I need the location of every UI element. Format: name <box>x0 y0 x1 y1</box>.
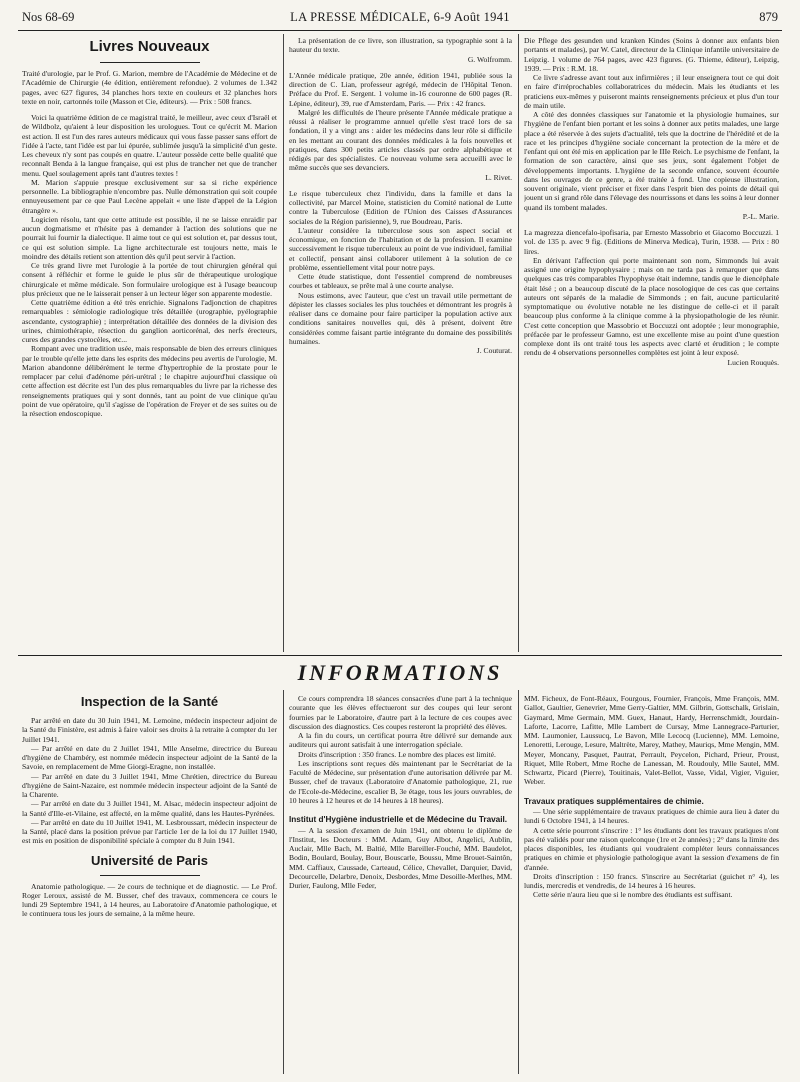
review-paragraph: Ce très grand livre met l'urologie à la portée de tout chirurgien général qui consent à réfléchir et forme le guide le plus sûr de thérapeutique urologique chirurgicale et même médicale. Son formulaire urologique est à l'usage beaucoup plus précieux que ne le laisserait penser à un lecteur léger son apparente modestie. <box>22 261 277 298</box>
diploma-names: MM. Ficheux, de Font-Réaux, Fourgous, Fournier, François, Mme François, MM. Gallot, Gaultier, Genevrier, Mme Gerry-Galtier, MM. Gilbrin, Gottschalk, Grislain, Gaymard, Mme Germain, MM. Guex, Hanaut, Hardy, Herrenschmidt, Jourdain-Laforte, Lacorre, Lafitte, Mlle Lambert de Cursay, Mme Lannegrace-Parturier, MM. Laumonier, Laussucq, Le Bavon, Mlle Lecocq (Lucienne), MM. Lemoine, Lenoretti, Lerouge, Lesure, Maltrète, Marey, Mathey, Mauriqs, Mme Mengin, MM. Meyer, Moncany, Pasquet, Pautrat, Perrault, Peycelon, Pichard, Prieur, Proust, Riquet, Mlle Robert, Mme Roche de Lanessan, M. Roudouly, Mlle Sautel, MM. Schwartz, Picard (Pierre), Touitinais, Valet-Bellot, Vasse, Vidal, Vigier, Viguier, Weber. <box>524 694 779 787</box>
review-paragraph: M. Marion s'appuie presque exclusivement sur sa si riche expérience personnelle. La bibliographie n'encombre pas. Nulle démonstration qui soit coupée ennuyeusement par ce que Paul Lecène appelait « une liste d'appel de la Légion étrangère ». <box>22 177 277 215</box>
review-paragraph: Voici la quatrième édition de ce magistral traité, le meilleur, avec ceux d'Israël et de Wildbolz, qu'aient à leur disposition les urologues. Tout ce qu'écrit M. Marion est action. Il est l'un des rares auteurs médicaux qui vous fasse passer sans effort de l'idée à l'acte, tant l'idée est par lui épurée, sublimée jusqu'à la simplicité d'un geste. Les cheveux n'y sont pas coupés en quatre. L'auteur possède cette belle qualité que reconnaît Benda à la langue française, qui est plus de trancher net que de trancher menu. Quel soulagement après tant d'autres textes ! <box>22 113 277 178</box>
review-heading-annee: L'Année médicale pratique, 20e année, édition 1941, publiée sous la direction de C. Lian, professeur agrégé, médecin de l'Hôpital Tenon. Préface du Prof. E. Sergent. 1 volume in-16 couronne de 600 pages (R. Lépine, éditeur), 39, rue d'Amsterdam, Paris. — Prix : 42 francs. <box>289 70 512 108</box>
column-divider <box>518 34 519 652</box>
info-paragraph: Par arrêté en date du 30 Juin 1941, M. Lemoine, médecin inspecteur adjoint de la Santé du Finistère, est admis à faire valoir ses droits à la retraite à compter du 1er Juillet 1941. <box>22 716 277 744</box>
header-rule <box>18 30 782 31</box>
title-underline <box>100 62 200 63</box>
running-header <box>18 6 782 28</box>
review-paragraph: Logicien résolu, tant que cette attitude est possible, il ne se laisse enraidir par aucun dogmatisme et n'hésite pas à demander à l'action des solutions que ne pourrait lui fournir la dialectique. Il aime tout ce qui est solution et, par dessus tout, ce qui est solution simple. La ligne architecturale est toujours nette, mais le moindre des détails retient son attention dès qu'il peut servir à l'action. <box>22 214 277 261</box>
section-title-livres: Livres Nouveaux <box>89 38 210 55</box>
section-title-universite: Université de Paris <box>90 852 209 868</box>
column-divider <box>283 690 284 1074</box>
informations-rule-top <box>18 655 782 656</box>
review-paragraph: En dérivant l'affection qui porte maintenant son nom, Simmonds lui avait assigné une origine hypophysaire ; mais on ne tarda pas à remarquer que dans quelques cas très comparables l'hypophyse était indemne, tandis que le diencéphale était lésé ; on a beaucoup discuté de la place nosologique de ces cas que certains auteurs ont séparés de la maladie de Simmonds ; en fait, aucune particularité symptomatique ou évolutive notable ne les distingue de celle-ci et il paraît beaucoup plus conforme à la clinique comme à la physiopathologie de les réunir. C'est cette conception que Massobrio et Boccuzzi ont adoptée ; leur monographie, préfacée par le professeur Gamno, est une excellente mise au point d'une question complexe dont ils ont traité tous les aspects avec clarté et érudition ; le compte rendu de 4 observations personnelles complètes est joint à leur exposé. <box>524 255 779 358</box>
info-paragraph: — Par arrêté en date du 2 Juillet 1941, Mlle Anselme, directrice du Bureau d'hygiène de Chambéry, est nommée médecin inspecteur adjoint de la Santé de la Savoie, en remplacement de Mme Giorgi-Eragne, non installée. <box>22 743 277 772</box>
info-paragraph-institut: — A la session d'examen de Juin 1941, ont obtenu le diplôme de l'Institut, les Docteurs : MM. Adam, Guy Albot, Angelici, Aublin, Auclair, Mlle Bach, M. Baltié, Mlle Bareiller-Fouché, MM. Baudelot, Bodin, Boulard, Boulay, Bour, Bouscarle, Boussu, Mme Brouet-Saintôn, MM. Caffiaux, Caussade, Carteaud, Célice, Chevallet, Darquier, David, Decourcelle, Delarbre, Denoix, Desbordes, Mme Desoille-Merlhes, MM. Durier, Faulong, Mlle Feder, <box>289 825 512 891</box>
review-paragraph: A côté des données classiques sur l'anatomie et la physiologie humaines, sur l'hygiène de l'enfant bien portant et les soins à donner aux petits malades, une large place a été réservée à des sujets d'actualité, tels que la doctrine de l'hérédité et de la race et les principes d'hygiène sociale concernant la protection de la mère et de l'enfant qui ont été mis en application par le IIIe Reich. Le psychisme de l'enfant, la formation de son caractère, ainsi que ses jeux, sont également l'objet de développements importants. L'hygiène de la seconde enfance, souvent écourtée dans les ouvrages de ce genre, a été traitée à fond. Une copieuse illustration, souvent originale, vient préciser et fixer dans l'esprit bien des points de détail qui jouent un si grand rôle dans l'élevage des nourrissons et dans les soins à leur donner quand ils tombent malades. <box>524 110 779 212</box>
info-paragraph: Droits d'inscription : 350 francs. Le nombre des places est limité. <box>298 749 496 759</box>
journal-title: LA PRESSE MÉDICALE, 6-9 Août 1941 <box>290 10 510 24</box>
review-paragraph: La présentation de ce livre, son illustration, sa typographie sont à la hauteur du texte. <box>289 36 512 55</box>
info-paragraph: — Par arrêté en date du 10 Juillet 1941, M. Lesbroussart, médecin inspecteur de la Santé, placé dans la position prévue par l'article 1er de la loi du 17 Juillet 1940, est mis en position de disponibilité spéciale à compter du 8 Juin 1941. <box>22 817 277 846</box>
column-divider <box>283 34 284 652</box>
info-paragraph: — Par arrêté en date du 3 Juillet 1941, Mme Chrétien, directrice du Bureau d'hygiène de Saint-Nazaire, est nommée médecin inspecteur adjoint de la Santé de la Charente. <box>22 771 277 799</box>
review-paragraph: Ce livre s'adresse avant tout aux infirmières ; il leur enseignera tout ce qui doit en faire d'irréprochables collaboratrices du médecin. Mais les étudiants et les praticiens eux-mêmes y puiseront maints renseignements précieux et plus d'un tour de main utile. <box>524 73 779 110</box>
reviews-column-1 <box>22 36 277 652</box>
informations-title: INFORMATIONS <box>297 660 503 685</box>
tp-heading: Travaux pratiques supplémentaires de chimie. <box>524 796 704 806</box>
issue-number: Nos 68-69 <box>22 10 75 24</box>
reviews-column-2 <box>289 36 512 652</box>
review-paragraph: Cette quatrième édition a été très enrichie. Signalons l'adjonction de chapitres remarquables : sémiologie radiologique très détaillée (urographie, pyélographie ascendante, cystographie) ; interprétation détaillée des données de la division des urines, chimiothérapie, résection du ganglion aorticorénal, des nerfs érecteurs, cures des grandes cystocèles, etc... <box>22 298 277 344</box>
title-underline <box>100 875 200 876</box>
info-paragraph: Droits d'inscription : 150 francs. S'inscrire au Secrétariat (guichet n° 4), les lundis, mercredis et vendredis, de 14 heures à 16 heures. <box>524 871 779 891</box>
review-signature: J. Couturat. <box>476 346 512 355</box>
informations-banner <box>18 660 782 686</box>
info-paragraph: Cette série n'aura lieu que si le nombre des étudiants est suffisant. <box>533 890 733 900</box>
review-signature: L. Rivet. <box>485 172 512 182</box>
info-paragraph: Les inscriptions sont reçues dès maintenant par le Secrétariat de la Faculté de Médecine, sur présentation d'une autorisation délivrée par M. Busser, chef de travaux (Laboratoire d'Anatomie pathologique, 21, rue de l'Ecole-de-Médecine, escalier B, 3e étage, tous les jours ouvrables, de 10 heures à 12 heures et de 14 heures à 18 heures). <box>289 758 512 805</box>
info-paragraph: Ce cours comprendra 18 séances consacrées d'une part à la technique courante que les élèves effectueront sur des coupes qui leur seront fournies par le Laboratoire, d'autre part à la lecture de ces coupes avec discussion des diagnostics. Ces coupes resteront la propriété des élèves. <box>289 694 512 731</box>
review-paragraph: Rompant avec une tradition usée, mais responsable de bien des erreurs cliniques par le trouble qu'elle jette dans les esprits des médecins peu avertis de l'urologie, M. Marion abandonne délibérément le terme d'hypertrophie de la prostate pour le remplacer par celui d'adénome péri-urétral ; le chapitre aujourd'hui classique où cette affection est décrite est l'un des plus remarquables du livre par la richesse des renseignements pratiques qui y sont donnés, tant au point de vue clinique qu'au point de vue opératoire, qu'il s'agisse de l'opération de Freyer et de ses suites ou de la résection endoscopique. <box>22 344 277 418</box>
review-heading-risque: Le risque tuberculeux chez l'individu, dans la famille et dans la collectivité, par Marcel Moine, statisticien du Comité national de Lutte contre la Tuberculose (Edition de l'Union des Caisses d'Assurances sociales de la Région parisienne), 9, rue Boudreau, Paris. <box>289 188 512 226</box>
column-divider <box>518 690 519 1074</box>
info-column-3 <box>524 694 779 1076</box>
reviews-column-3 <box>524 36 779 652</box>
review-paragraph: Malgré les difficultés de l'heure présente l'Année médicale pratique a réussi à réaliser le programme annuel qu'elle s'est tracé lors de sa fondation, il y a vingt ans : aider les médecins dans leur rôle si difficile en les mettant au courant des données médicales à la fois nouvelles et pratiques, dans 300 petits articles classés par ordre alphabétique et rédigés par des spécialistes. Ce nouveau volume sera accueilli avec le même succès que ses devanciers. <box>289 107 512 173</box>
info-column-2 <box>289 694 512 1076</box>
info-paragraph: — Par arrêté en date du 3 Juillet 1941, M. Alsac, médecin inspecteur adjoint de la Santé d'Ille-et-Vilaine, est affecté, en la même qualité, dans les Hautes-Pyrénées. <box>22 799 277 818</box>
review-heading-pflege: Die Pflege des gesunden und kranken Kindes (Soins à donner aux enfants bien portants et malades), par W. Catel, directeur de la Clinique infantile universitaire de Leipzig. 1 volume de 764 pages, avec 423 figures. (G. Thieme, éditeur), Leipzig, 1939. — Prix : R.M. 18. <box>524 36 779 73</box>
info-column-1 <box>22 694 277 1076</box>
info-paragraph: — Une série supplémentaire de travaux pratiques de chimie aura lieu à dater du lundi 6 Octobre 1941, à 14 heures. <box>524 807 779 826</box>
page-number: 879 <box>759 10 778 24</box>
review-signature: Lucien Rouquès. <box>727 357 779 367</box>
review-paragraph: Cette étude statistique, dont l'essentiel comprend de nombreuses courbes et tableaux, se prête mal à une courte analyse. <box>289 272 512 291</box>
review-heading-magrezza: La magrezza diencefalo-ipofisaria, par Ernesto Massobrio et Giacomo Boccuzzi. 1 vol. de 135 p. avec 9 fig. (Editions de Minerva Medica), Turin, 1938. — Prix : 80 lires. <box>524 228 779 256</box>
review-paragraph: Nous estimons, avec l'auteur, que c'est un travail utile permettant de dépister les classes sociales les plus touchées et démontrant les progrès à réaliser dans ce domaine pour faire participer la population active aux conditions sanitaires nouvelles qui, dès à présent, doivent être considérées comme faisant partie intégrante du domaine des possibilités humaines. <box>289 290 512 346</box>
section-title-inspection: Inspection de la Santé <box>80 694 219 709</box>
review-signature: P.-L. Marie. <box>742 211 779 221</box>
info-paragraph: A la fin du cours, un certificat pourra être délivré sur demande aux auditeurs qui auront satisfait à une interrogation spéciale. <box>289 731 512 750</box>
info-paragraph: A cette série pourront s'inscrire : 1° les étudiants dont les travaux pratiques n'ont pas été validés pour une raison quelconque (1re et 2e années) ; 2° dans la limite des places disponibles, les étudiants qui voudraient compléter leurs connaissances pratiques en chimie et physiologie pathologique avant la session d'examens de fin d'année. <box>524 825 779 872</box>
info-paragraph-anatomie: Anatomie pathologique. — 2e cours de technique et de diagnostic. — Le Prof. Roger Leroux, assisté de M. Busser, chef des travaux, commencera ce cours le lundi 29 Septembre 1941, à 14 heures, au Laboratoire d'Anatomie pathologique, et le continuera tous les jours de semaine, à la même heure. <box>22 881 277 919</box>
review-heading-urologie: Traité d'urologie, par le Prof. G. Marion, membre de l'Académie de Médecine et de l'Académie de Chirurgie (4e édition, entièrement refondue). 2 volumes de 1.342 pages, avec 627 figures, 34 planches hors texte en couleurs et 32 planches hors texte en noir, cartonnés toile (Masson et Cie, éditeurs). — Prix : 508 francs. <box>22 69 277 106</box>
review-signature: G. Wolfromm. <box>467 54 512 64</box>
review-paragraph: L'auteur considère la tuberculose sous son aspect social et économique, en fonction de l'habitation et de la profession. Il examine successivement le risque tuberculeux au point de vue individuel, familial et collectif, pensant ainsi collaborer utilement à la solution de ce problème, essentiellement vital pour notre pays. <box>289 225 512 272</box>
institut-heading: Institut d'Hygiène industrielle et de Médecine du Travail. <box>289 815 508 824</box>
